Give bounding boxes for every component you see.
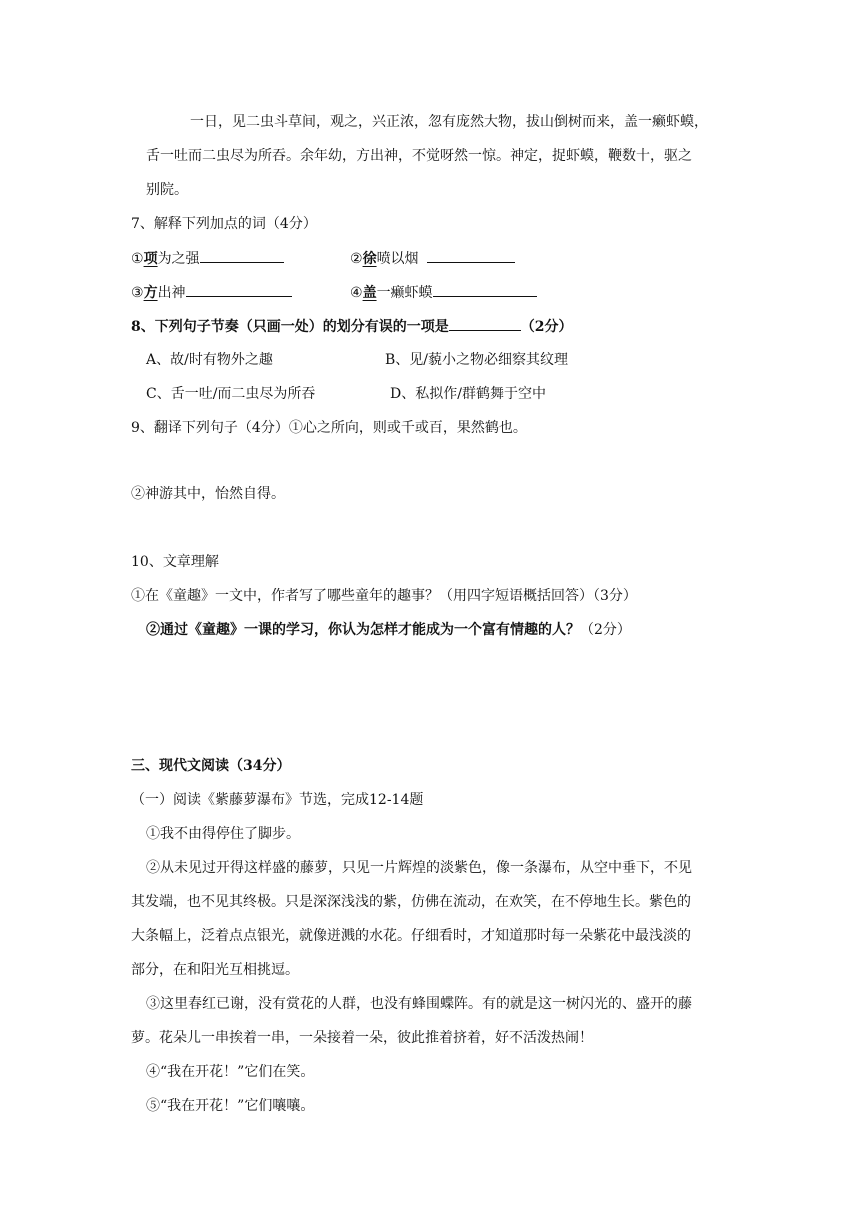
q10-sub-2-score: （2分）	[580, 622, 631, 638]
reading-para-3-line-1: ③这里春红已谢，没有赏花的人群，也没有蜂围蝶阵。有的就是这一树闪光的、盛开的藤	[146, 996, 692, 1012]
answer-blank[interactable]	[433, 282, 537, 297]
reading-para-2-line-1: ②从未见过开得这样盛的藤萝，只见一片辉煌的淡紫色，像一条瀑布，从空中垂下，不见	[146, 860, 692, 876]
section-3-intro: （一）阅读《紫藤萝瀑布》节选，完成12-14题	[131, 792, 424, 808]
q8-score: （2分）	[520, 319, 573, 335]
q8-option-d: D、私拟作/群鹤舞于空中	[390, 386, 546, 402]
reading-para-2-line-3: 大条幅上，泛着点点银光，就像迸溅的水花。仔细看时，才知道那时每一朵紫花中最浅淡的	[131, 928, 691, 944]
q7-item-2	[350, 248, 515, 269]
answer-blank[interactable]	[200, 248, 284, 263]
dotted-word: 项	[143, 251, 158, 267]
q10-sub-2-question: ②通过《童趣》一课的学习，你认为怎样才能成为一个富有情趣的人？	[146, 622, 580, 638]
q9-title: 9、翻译下列句子（4分）①心之所向，则或千或百，果然鹤也。	[131, 420, 527, 436]
dotted-word: 徐	[362, 251, 377, 267]
q8-option-b: B、见/藐小之物必细察其纹理	[385, 352, 569, 368]
reading-para-5: ⑤“我在开花！”它们嚷嚷。	[146, 1098, 315, 1114]
q8-option-a: A、故/时有物外之趣	[146, 352, 273, 368]
q7-item-1	[131, 248, 284, 269]
reading-para-3-line-2: 萝。花朵儿一串挨着一串，一朵接着一朵，彼此推着挤着，好不活泼热闹！	[131, 1030, 593, 1046]
q8-option-c: C、舌一吐/而二虫尽为所吞	[146, 386, 316, 402]
q10-sub-2	[146, 620, 631, 640]
answer-blank[interactable]	[186, 282, 292, 297]
dotted-word: 方	[143, 285, 158, 301]
reading-para-2-line-2: 其发端，也不见其终极。只是深深浅浅的紫，仿佛在流动，在欢笑，在不停地生长。紫色的	[131, 894, 691, 910]
q10-sub-1: ①在《童趣》一文中，作者写了哪些童年的趣事？（用四字短语概括回答）（3分）	[131, 588, 637, 604]
q7-item-num: ③	[131, 285, 144, 301]
section-3-heading: 三、现代文阅读（34分）	[131, 758, 291, 774]
q7-item-4	[350, 282, 537, 303]
q7-item-num: ①	[131, 251, 144, 267]
q7-item-num: ④	[350, 285, 363, 301]
passage-line-2: 舌一吐而二虫尽为所吞。余年幼，方出神，不觉呀然一惊。神定，捉虾蟆，鞭数十，驱之	[146, 148, 692, 164]
passage-line-1: 一日，见二虫斗草间，观之，兴正浓，忽有庞然大物，拔山倒树而来，盖一癞虾蟆，	[190, 114, 708, 130]
passage-line-3: 别院。	[146, 182, 188, 198]
answer-blank[interactable]	[449, 316, 521, 331]
q7-item-text: 为之强	[157, 251, 200, 267]
q9-sub-2: ②神游其中，怡然自得。	[131, 486, 285, 502]
q7-item-3	[131, 282, 292, 303]
reading-para-4: ④“我在开花！”它们在笑。	[146, 1064, 315, 1080]
dotted-word: 盖	[362, 285, 377, 301]
q7-item-text: 喷以烟	[376, 251, 419, 267]
reading-para-2-line-4: 部分，在和阳光互相挑逗。	[131, 962, 299, 978]
q7-item-text: 出神	[157, 285, 186, 301]
q7-item-text: 一癞虾蟆	[376, 285, 433, 301]
answer-blank[interactable]	[427, 248, 515, 263]
reading-para-1: ①我不由得停住了脚步。	[146, 826, 300, 842]
q8-question: 8、下列句子节奏（只画一处）的划分有误的一项是	[131, 319, 449, 335]
q7-title: 7、解释下列加点的词（4分）	[131, 216, 317, 232]
q8-title	[131, 316, 573, 337]
q10-title: 10、文章理解	[131, 554, 219, 570]
q7-item-num: ②	[350, 251, 363, 267]
